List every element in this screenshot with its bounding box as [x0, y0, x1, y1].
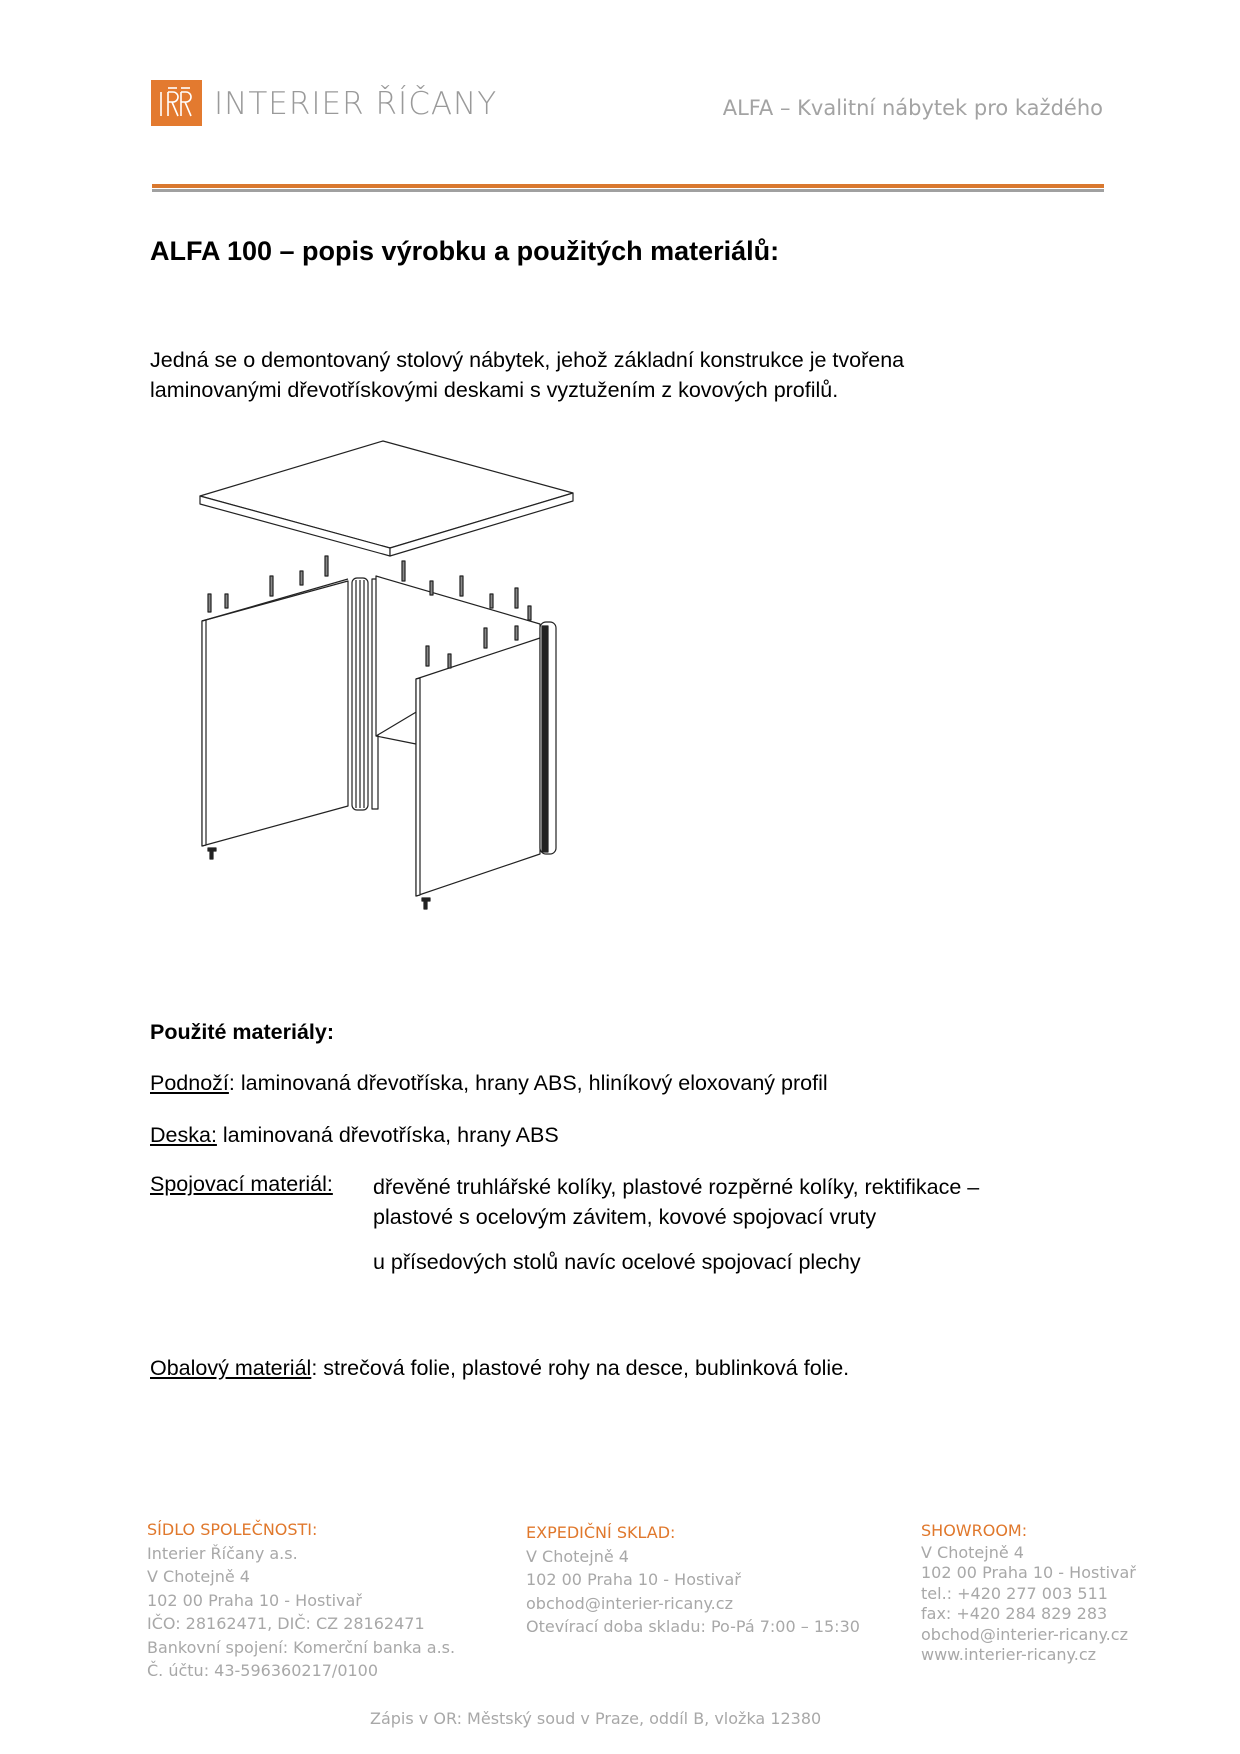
footer-email[interactable]: obchod@interier-ricany.cz — [526, 1593, 733, 1613]
footer-heading: SÍDLO SPOLEČNOSTI: — [147, 1520, 318, 1539]
footer-phone: tel.: +420 277 003 511 — [921, 1583, 1108, 1603]
intro-line: laminovanými dřevotřískovými deskami s vyztužením z kovových profilů. — [150, 378, 839, 402]
logo-mark-icon — [151, 80, 202, 126]
footer-heading: SHOWROOM: — [921, 1521, 1028, 1540]
material-podnozi — [150, 1068, 828, 1098]
footer-line: V Chotejně 4 — [921, 1542, 1024, 1562]
footer-line: Bankovní spojení: Komerční banka a.s. — [147, 1637, 456, 1657]
left-panel — [202, 579, 348, 846]
footer-line: 102 00 Praha 10 - Hostivař — [147, 1590, 362, 1610]
material-value: : laminovaná dřevotříska, hrany ABS, hliníkový eloxovaný profil — [228, 1071, 828, 1095]
intro-line: Jedná se o demontovaný stolový nábytek, jehož základní konstrukce je tvořena — [150, 348, 905, 372]
front-panel — [416, 638, 540, 896]
footer-line: 102 00 Praha 10 - Hostivař — [921, 1563, 1136, 1582]
document-title: ALFA 100 – popis výrobku a použitých materiálů: — [150, 236, 780, 266]
footer-line: V Chotejně 4 — [147, 1567, 250, 1586]
material-label: Deska: — [150, 1123, 217, 1147]
material-deska — [150, 1120, 559, 1150]
logo — [151, 80, 202, 126]
product-illustration — [190, 436, 590, 914]
footer-line: Č. účtu: 43-596360217/0100 — [147, 1661, 379, 1680]
header-tagline: ALFA – Kvalitní nábytek pro každého — [722, 96, 1103, 120]
right-profile — [540, 622, 556, 854]
footer-line: Otevírací doba skladu: Po-Pá 7:00 – 15:30 — [526, 1617, 860, 1636]
material-value: laminovaná dřevotříska, hrany ABS — [216, 1123, 559, 1147]
logo-text: INTERIER ŘÍČANY — [214, 86, 498, 122]
material-label: Podnoží — [150, 1071, 229, 1095]
footer-fax: fax: +420 284 829 283 — [921, 1604, 1108, 1623]
header-rule-gray — [152, 189, 1104, 192]
footer-line: IČO: 28162471, DIČ: CZ 28162471 — [147, 1614, 425, 1633]
footer-showroom — [921, 1521, 1136, 1666]
footer-registration: Zápis v OR: Městský soud v Praze, oddíl B, vložka 12380 — [370, 1709, 822, 1728]
footer-email[interactable]: obchod@interier-ricany.cz — [921, 1624, 1128, 1644]
material-obalovy — [150, 1353, 849, 1383]
leveling-feet — [208, 848, 430, 909]
material-value-line: dřevěné truhlářské kolíky, plastové rozpěrné kolíky, rektifikace – — [373, 1175, 980, 1199]
center-profile — [352, 578, 378, 810]
intro-paragraph — [150, 345, 1050, 405]
header-rule-orange — [152, 184, 1104, 188]
table-top — [200, 441, 573, 556]
material-value: : strečová folie, plastové rohy na desce, bublinková folie. — [311, 1356, 850, 1380]
footer-line: V Chotejně 4 — [526, 1546, 629, 1566]
footer-website[interactable]: www.interier-ricany.cz — [921, 1645, 1097, 1664]
footer-sklad — [526, 1521, 860, 1639]
footer-sidlo — [147, 1518, 455, 1683]
material-spojovaci-value — [373, 1172, 1073, 1232]
footer-heading: EXPEDIČNÍ SKLAD: — [526, 1523, 676, 1542]
material-label: Obalový materiál — [150, 1356, 312, 1380]
footer-line: Interier Říčany a.s. — [147, 1543, 298, 1563]
material-spojovaci-extra: u přísedových stolů navíc ocelové spojovací plechy — [373, 1250, 861, 1274]
materials-heading: Použité materiály: — [150, 1020, 334, 1044]
material-spojovaci-label: Spojovací materiál: — [150, 1172, 333, 1196]
material-value-line: plastové s ocelovým závitem, kovové spojovací vruty — [373, 1205, 877, 1229]
footer-line: 102 00 Praha 10 - Hostivař — [526, 1570, 741, 1589]
